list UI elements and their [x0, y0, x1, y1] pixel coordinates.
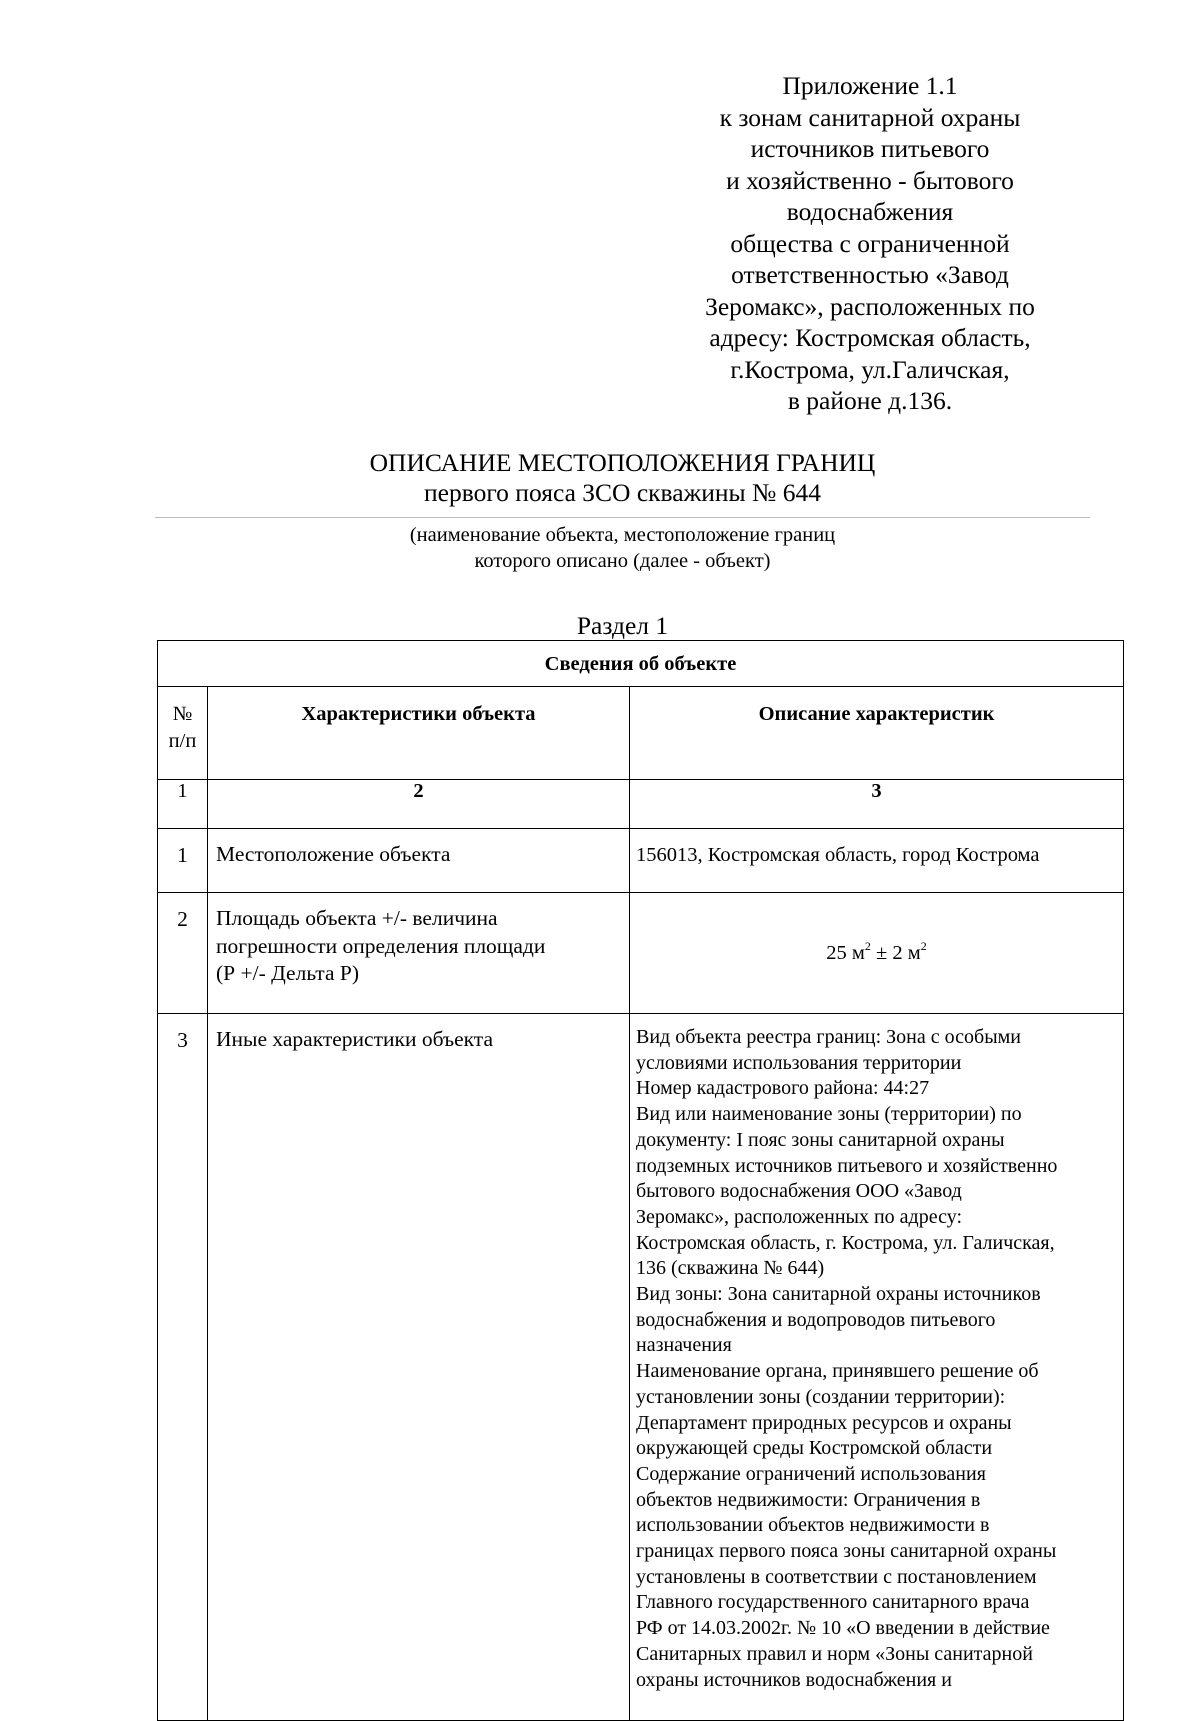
table-caption: Сведения об объекте [158, 641, 1124, 687]
description-line: объектов недвижимости: Ограничения в [636, 1488, 981, 1511]
annex-line: в районе д.136. [787, 386, 953, 415]
description-line: Вид зоны: Зона санитарной охраны источников [636, 1283, 1041, 1306]
annex-block [660, 70, 1080, 417]
index-cell: 2 [208, 780, 630, 829]
description-line: установлены в соответствии с постановлением [636, 1565, 1037, 1588]
document-title [155, 448, 1090, 508]
annex-line: ответственностью «Завод [731, 260, 1009, 289]
object-info-table [157, 640, 1124, 1721]
row-number: 3 [158, 1014, 208, 1721]
description-line: окружающей среды Костромской области [636, 1437, 993, 1460]
note-line: которого описано (далее - объект) [474, 550, 771, 572]
description-line: назначения [636, 1334, 732, 1357]
table-row [158, 829, 1124, 893]
header-num [158, 687, 208, 780]
annex-line: Приложение 1.1 [782, 71, 958, 100]
row-characteristic [208, 893, 630, 1014]
description-line: Вид или наименование зоны (территории) по [636, 1103, 1022, 1126]
description-line: установлении зоны (создании территории): [636, 1385, 1006, 1408]
annex-line: и хозяйственно - бытового [726, 165, 1014, 195]
header-characteristics: Характеристики объекта [208, 687, 630, 780]
annex-line: адресу: Костромская область, [709, 323, 1031, 352]
row-description-long [630, 1014, 1124, 1721]
annex-line: Зеромакс», расположенных по [705, 291, 1035, 321]
description-line: Содержание ограничений использования [636, 1462, 986, 1485]
annex-line: к зонам санитарной охраны [719, 102, 1021, 132]
annex-line: водоснабжения [786, 197, 954, 226]
description-line: Наименование органа, принявшего решение об [636, 1360, 1039, 1383]
index-cell: 3 [630, 780, 1124, 829]
area-value [630, 893, 1124, 1014]
header-num-line2: п/п [168, 730, 197, 752]
area-tolerance: ± 2 м [870, 941, 921, 964]
annex-line: общества с ограниченной [730, 228, 1010, 258]
header-description: Описание характеристик [630, 687, 1124, 780]
row-characteristic: Иные характеристики объекта [208, 1014, 630, 1721]
annex-line: г.Кострома, ул.Галичская, [730, 354, 1010, 384]
area-exponent: 2 [864, 938, 871, 953]
description-line: использовании объектов недвижимости в [636, 1514, 990, 1537]
characteristic-line: Площадь объекта +/- величина [216, 906, 498, 930]
description-line: РФ от 14.03.2002г. № 10 «О введении в действие [636, 1617, 1050, 1640]
description-line: документу: I пояс зоны санитарной охраны [636, 1128, 1005, 1151]
description-line: границах первого пояса зоны санитарной охраны [636, 1540, 1057, 1563]
table-header-row [158, 687, 1124, 780]
description-line: Главного государственного санитарного врача [636, 1591, 1030, 1614]
table-row [158, 1014, 1124, 1721]
description-line: Вид объекта реестра границ: Зона с особыми [636, 1026, 1021, 1048]
characteristic-line: погрешности определения площади [216, 933, 546, 958]
description-line: бытового водоснабжения ООО «Завод [636, 1180, 962, 1203]
description-line: охраны источников водоснабжения и [636, 1668, 952, 1691]
index-cell: 1 [158, 780, 208, 829]
description-line: Номер кадастрового района: 44:27 [636, 1077, 930, 1100]
title-subtitle: первого пояса ЗСО скважины № 644 [424, 478, 821, 507]
description-line: Костромская область, г. Кострома, ул. Галичская, [636, 1231, 1055, 1254]
section-label: Раздел 1 [576, 611, 669, 640]
characteristic-line: (Р +/- Дельта Р) [216, 961, 360, 985]
row-characteristic: Местоположение объекта [208, 829, 630, 893]
table-row [158, 893, 1124, 1014]
description-line: водоснабжения и водопроводов питьевого [636, 1308, 996, 1331]
description-line: Санитарных правил и норм «Зоны санитарной [636, 1642, 1033, 1665]
area-exponent: 2 [920, 938, 927, 953]
row-number: 1 [158, 829, 208, 893]
row-description: 156013, Костромская область, город Кострома [630, 829, 1124, 893]
area-number: 25 м [826, 941, 865, 964]
annex-line: источников питьевого [750, 134, 990, 163]
description-line: Департамент природных ресурсов и охраны [636, 1411, 1012, 1434]
description-line: условиями использования территории [636, 1051, 962, 1074]
row-number: 2 [158, 893, 208, 1014]
table-index-row [158, 780, 1124, 829]
description-line: Зеромакс», расположенных по адресу: [636, 1205, 962, 1228]
header-num-line1: № [172, 703, 193, 725]
description-line: 136 (скважина № 644) [636, 1257, 825, 1280]
title-main: ОПИСАНИЕ МЕСТОПОЛОЖЕНИЯ ГРАНИЦ [369, 448, 876, 477]
note-line: (наименование объекта, местоположение границ [409, 524, 836, 546]
description-line: подземных источников питьевого и хозяйственно [636, 1154, 1058, 1177]
title-note [155, 522, 1090, 574]
title-underline [155, 517, 1090, 518]
